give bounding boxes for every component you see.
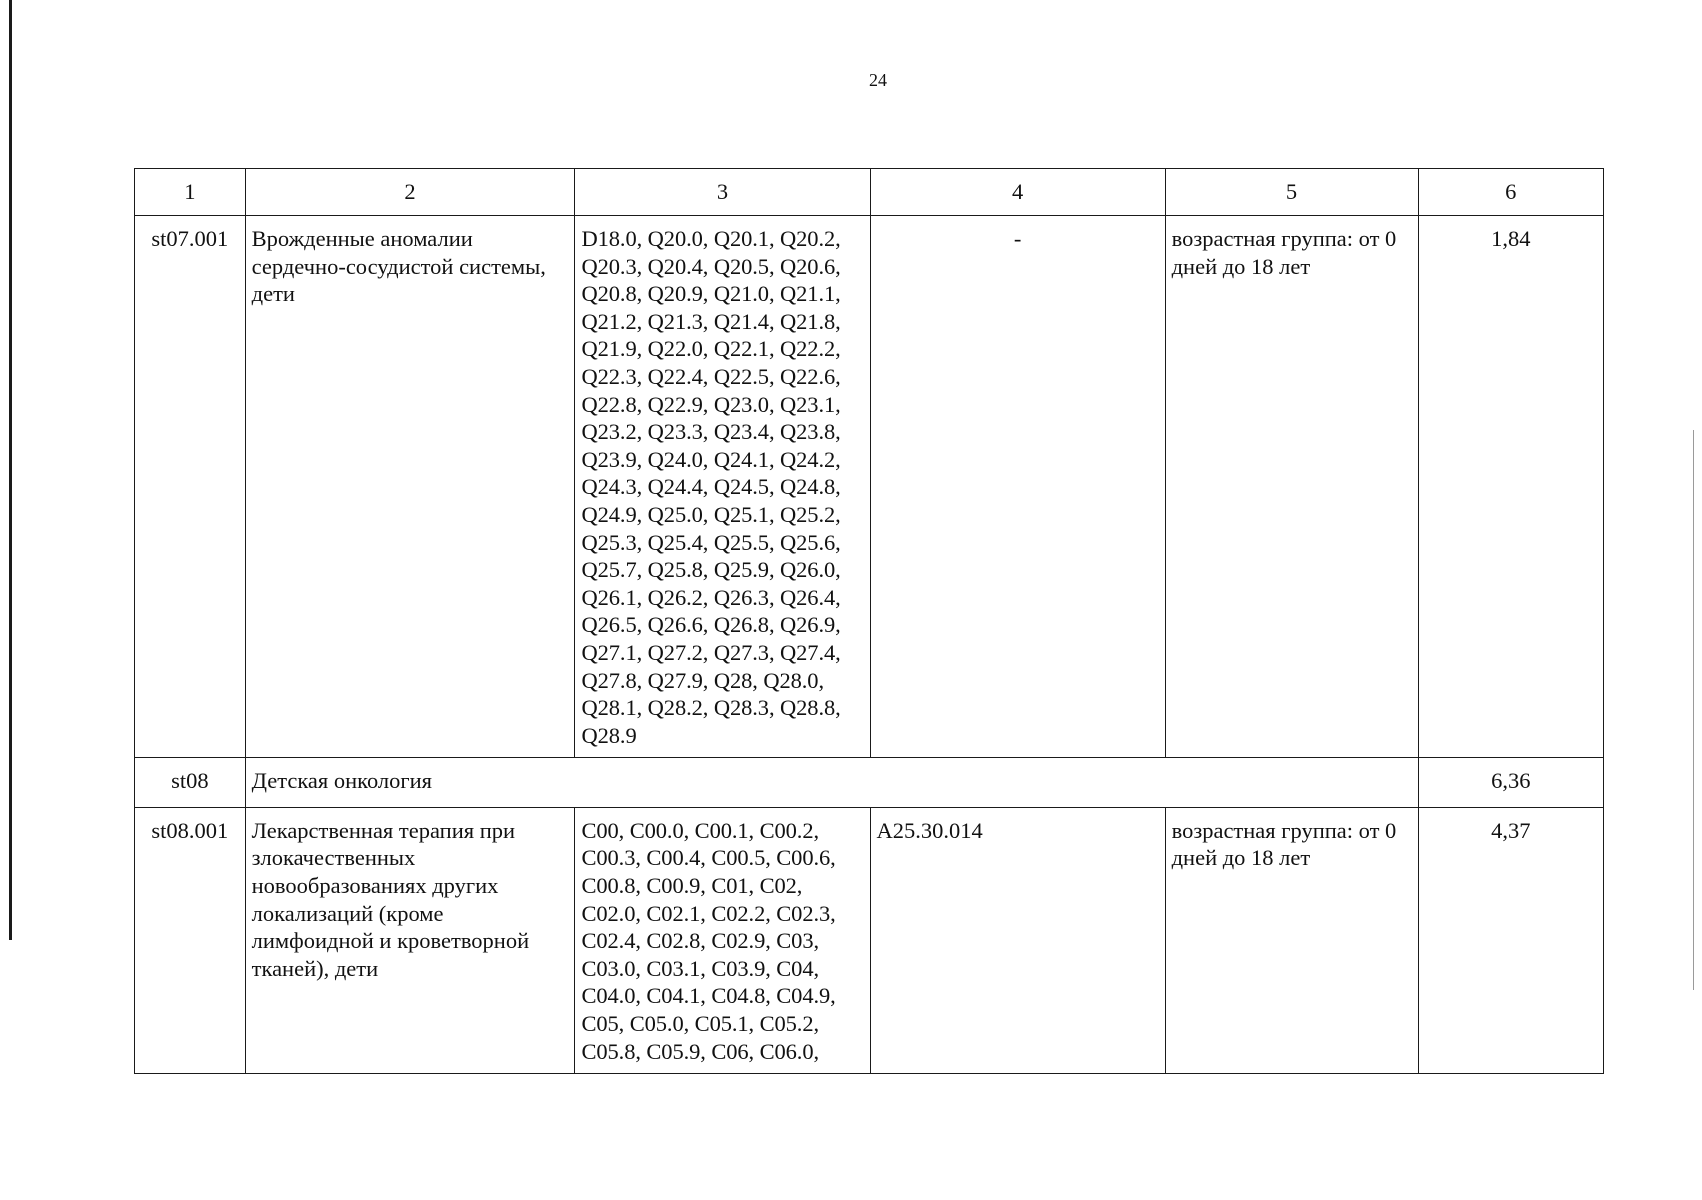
table-row-st08-001 — [135, 807, 1604, 1073]
header-cell-5: 5 — [1165, 169, 1418, 216]
row-criteria: возрастная группа: от 0 дней до 18 лет — [1165, 216, 1418, 758]
tariff-table — [134, 168, 1604, 1074]
header-cell-2: 2 — [245, 169, 575, 216]
row-name: Врожденные аномалии сердечно-сосудистой системы, дети — [245, 216, 575, 758]
header-cell-3: 3 — [575, 169, 870, 216]
table-row-st08-section — [135, 758, 1604, 808]
row-criteria: возрастная группа: от 0 дней до 18 лет — [1165, 807, 1418, 1073]
row-name: Лекарственная терапия при злокачественных новообразованиях других локализаций (кроме лимфоидной и кроветворной тканей), дети — [245, 807, 575, 1073]
table-row-st07-001 — [135, 216, 1604, 758]
row-service-codes: - — [870, 216, 1165, 758]
row-code: st07.001 — [135, 216, 246, 758]
section-name: Детская онкология — [245, 758, 1418, 808]
table-header-row — [135, 169, 1604, 216]
row-service-codes: A25.30.014 — [870, 807, 1165, 1073]
section-code: st08 — [135, 758, 246, 808]
row-diagnosis-codes: C00, C00.0, C00.1, C00.2, C00.3, C00.4, C00.5, C00.6, C00.8, C00.9, C01, C02, C02.0, C02.1, C02.2, C02.3, C02.4, C02.8, C02.9, C03, C03.0, C03.1, C03.9, C04, C04.0, C04.1, C04.8, C04.9, C05, C05.0, C05.1, C05.2, C05.8, C05.9, C06, C06.0, — [575, 807, 870, 1073]
header-cell-1: 1 — [135, 169, 246, 216]
row-code: st08.001 — [135, 807, 246, 1073]
row-coefficient: 4,37 — [1418, 807, 1604, 1073]
header-cell-4: 4 — [870, 169, 1165, 216]
scan-edge-right — [1693, 430, 1694, 990]
row-diagnosis-codes: D18.0, Q20.0, Q20.1, Q20.2, Q20.3, Q20.4, Q20.5, Q20.6, Q20.8, Q20.9, Q21.0, Q21.1, Q21.2, Q21.3, Q21.4, Q21.8, Q21.9, Q22.0, Q22.1, Q22.2, Q22.3, Q22.4, Q22.5, Q22.6, Q22.8, Q22.9, Q23.0, Q23.1, Q23.2, Q23.3, Q23.4, Q23.8, Q23.9, Q24.0, Q24.1, Q24.2, Q24.3, Q24.4, Q24.5, Q24.8, Q24.9, Q25.0, Q25.1, Q25.2, Q25.3, Q25.4, Q25.5, Q25.6, Q25.7, Q25.8, Q25.9, Q26.0, Q26.1, Q26.2, Q26.3, Q26.4, Q26.5, Q26.6, Q26.8, Q26.9, Q27.1, Q27.2, Q27.3, Q27.4, Q27.8, Q27.9, Q28, Q28.0, Q28.1, Q28.2, Q28.3, Q28.8, Q28.9 — [575, 216, 870, 758]
section-coefficient: 6,36 — [1418, 758, 1604, 808]
page-number: 24 — [869, 70, 887, 90]
scan-edge-left — [9, 0, 12, 940]
row-coefficient: 1,84 — [1418, 216, 1604, 758]
header-cell-6: 6 — [1418, 169, 1604, 216]
